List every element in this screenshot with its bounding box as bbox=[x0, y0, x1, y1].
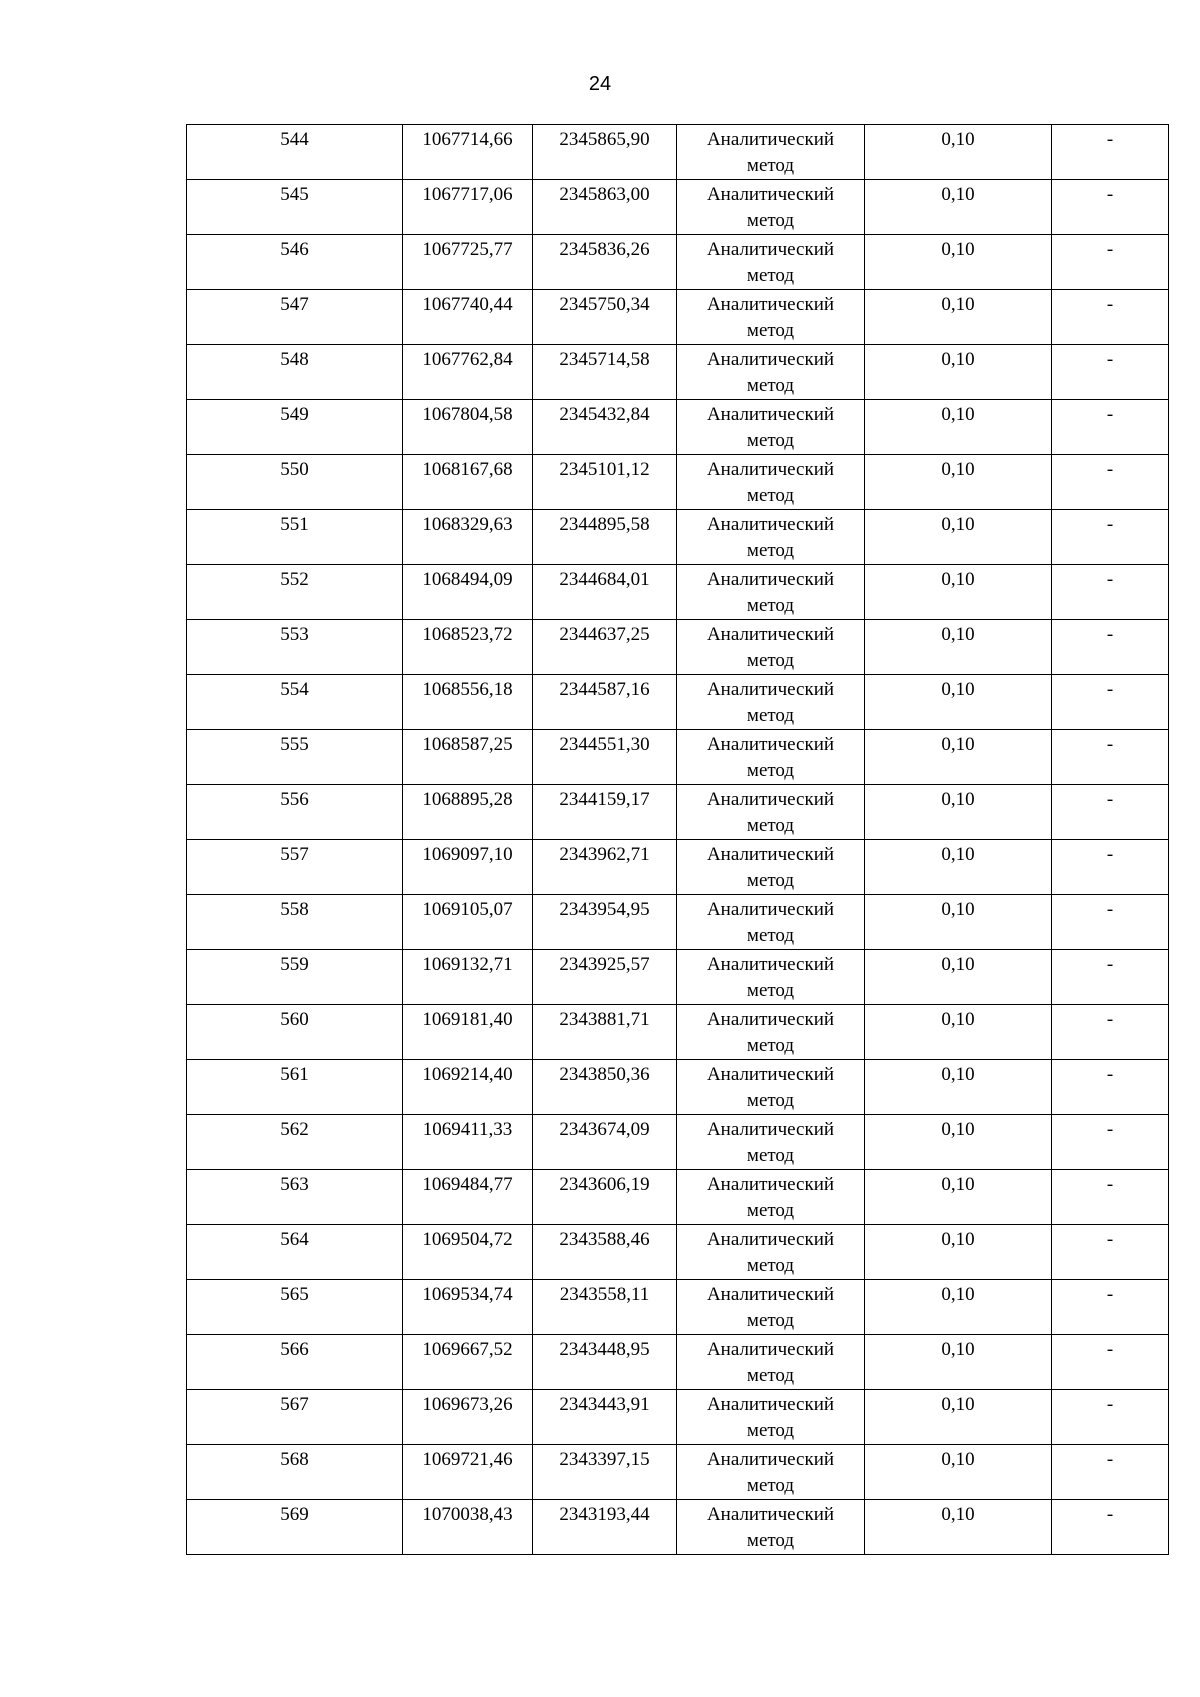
method-cell bbox=[677, 290, 865, 345]
y-coordinate-cell: 2343954,95 bbox=[533, 895, 677, 950]
point-number-cell: 554 bbox=[187, 675, 403, 730]
table-row bbox=[187, 1335, 1169, 1390]
y-coordinate-cell: 2345432,84 bbox=[533, 400, 677, 455]
method-line-2: метод bbox=[746, 1365, 795, 1386]
point-number-cell: 562 bbox=[187, 1115, 403, 1170]
point-number-cell: 557 bbox=[187, 840, 403, 895]
method-cell bbox=[677, 620, 865, 675]
note-cell: - bbox=[1052, 1280, 1169, 1335]
note-cell: - bbox=[1052, 1170, 1169, 1225]
method-line-2: метод bbox=[746, 540, 795, 561]
x-coordinate-cell: 1069132,71 bbox=[403, 950, 533, 1005]
point-number-cell: 550 bbox=[187, 455, 403, 510]
y-coordinate-cell: 2343588,46 bbox=[533, 1225, 677, 1280]
method-line-1: Аналитический bbox=[706, 569, 835, 590]
point-number-cell: 555 bbox=[187, 730, 403, 785]
method-cell bbox=[677, 785, 865, 840]
table-row bbox=[187, 290, 1169, 345]
table-row bbox=[187, 950, 1169, 1005]
y-coordinate-cell: 2344159,17 bbox=[533, 785, 677, 840]
method-line-2: метод bbox=[746, 1475, 795, 1496]
method-cell bbox=[677, 345, 865, 400]
accuracy-cell: 0,10 bbox=[865, 675, 1052, 730]
x-coordinate-cell: 1068329,63 bbox=[403, 510, 533, 565]
y-coordinate-cell: 2345836,26 bbox=[533, 235, 677, 290]
x-coordinate-cell: 1068494,09 bbox=[403, 565, 533, 620]
accuracy-cell: 0,10 bbox=[865, 1390, 1052, 1445]
table-row bbox=[187, 1390, 1169, 1445]
method-cell bbox=[677, 730, 865, 785]
note-cell: - bbox=[1052, 895, 1169, 950]
accuracy-cell: 0,10 bbox=[865, 840, 1052, 895]
accuracy-cell: 0,10 bbox=[865, 950, 1052, 1005]
table-row bbox=[187, 565, 1169, 620]
table-row bbox=[187, 620, 1169, 675]
method-line-1: Аналитический bbox=[706, 1064, 835, 1085]
accuracy-cell: 0,10 bbox=[865, 1005, 1052, 1060]
point-number-cell: 548 bbox=[187, 345, 403, 400]
note-cell: - bbox=[1052, 510, 1169, 565]
page-number: 24 bbox=[588, 73, 612, 95]
accuracy-cell: 0,10 bbox=[865, 1335, 1052, 1390]
table-row bbox=[187, 1170, 1169, 1225]
x-coordinate-cell: 1069667,52 bbox=[403, 1335, 533, 1390]
table-row bbox=[187, 1445, 1169, 1500]
y-coordinate-cell: 2343674,09 bbox=[533, 1115, 677, 1170]
point-number-cell: 563 bbox=[187, 1170, 403, 1225]
table-row bbox=[187, 235, 1169, 290]
y-coordinate-cell: 2344551,30 bbox=[533, 730, 677, 785]
method-cell bbox=[677, 675, 865, 730]
method-cell bbox=[677, 950, 865, 1005]
method-line-1: Аналитический bbox=[706, 1229, 835, 1250]
accuracy-cell: 0,10 bbox=[865, 1225, 1052, 1280]
method-cell bbox=[677, 1060, 865, 1115]
method-line-2: метод bbox=[746, 430, 795, 451]
y-coordinate-cell: 2343448,95 bbox=[533, 1335, 677, 1390]
method-line-1: Аналитический bbox=[706, 1284, 835, 1305]
y-coordinate-cell: 2343606,19 bbox=[533, 1170, 677, 1225]
table-row bbox=[187, 345, 1169, 400]
method-line-1: Аналитический bbox=[706, 239, 835, 260]
accuracy-cell: 0,10 bbox=[865, 895, 1052, 950]
y-coordinate-cell: 2345865,90 bbox=[533, 125, 677, 180]
point-number-cell: 566 bbox=[187, 1335, 403, 1390]
note-cell: - bbox=[1052, 620, 1169, 675]
table-row bbox=[187, 400, 1169, 455]
x-coordinate-cell: 1069534,74 bbox=[403, 1280, 533, 1335]
method-line-2: метод bbox=[746, 320, 795, 341]
method-line-1: Аналитический bbox=[706, 789, 835, 810]
method-line-2: метод bbox=[746, 1035, 795, 1056]
note-cell: - bbox=[1052, 125, 1169, 180]
method-line-2: метод bbox=[746, 1530, 795, 1551]
method-line-1: Аналитический bbox=[706, 184, 835, 205]
table-row bbox=[187, 1005, 1169, 1060]
method-cell bbox=[677, 1115, 865, 1170]
note-cell: - bbox=[1052, 1060, 1169, 1115]
method-line-2: метод bbox=[746, 870, 795, 891]
accuracy-cell: 0,10 bbox=[865, 290, 1052, 345]
method-line-2: метод bbox=[746, 375, 795, 396]
note-cell: - bbox=[1052, 840, 1169, 895]
y-coordinate-cell: 2343558,11 bbox=[533, 1280, 677, 1335]
method-line-1: Аналитический bbox=[706, 1449, 835, 1470]
method-cell bbox=[677, 1390, 865, 1445]
method-cell bbox=[677, 1445, 865, 1500]
note-cell: - bbox=[1052, 455, 1169, 510]
y-coordinate-cell: 2343962,71 bbox=[533, 840, 677, 895]
method-cell bbox=[677, 180, 865, 235]
x-coordinate-cell: 1069721,46 bbox=[403, 1445, 533, 1500]
note-cell: - bbox=[1052, 345, 1169, 400]
method-line-1: Аналитический bbox=[706, 679, 835, 700]
method-line-2: метод bbox=[746, 155, 795, 176]
accuracy-cell: 0,10 bbox=[865, 1445, 1052, 1500]
method-cell bbox=[677, 1335, 865, 1390]
y-coordinate-cell: 2343193,44 bbox=[533, 1500, 677, 1555]
note-cell: - bbox=[1052, 1115, 1169, 1170]
x-coordinate-cell: 1067725,77 bbox=[403, 235, 533, 290]
method-line-2: метод bbox=[746, 210, 795, 231]
note-cell: - bbox=[1052, 180, 1169, 235]
accuracy-cell: 0,10 bbox=[865, 1500, 1052, 1555]
x-coordinate-cell: 1069181,40 bbox=[403, 1005, 533, 1060]
x-coordinate-cell: 1067762,84 bbox=[403, 345, 533, 400]
point-number-cell: 551 bbox=[187, 510, 403, 565]
table-row bbox=[187, 730, 1169, 785]
method-line-1: Аналитический bbox=[706, 899, 835, 920]
method-cell bbox=[677, 125, 865, 180]
x-coordinate-cell: 1068556,18 bbox=[403, 675, 533, 730]
point-number-cell: 561 bbox=[187, 1060, 403, 1115]
note-cell: - bbox=[1052, 675, 1169, 730]
x-coordinate-cell: 1069673,26 bbox=[403, 1390, 533, 1445]
method-cell bbox=[677, 1500, 865, 1555]
method-line-1: Аналитический bbox=[706, 1009, 835, 1030]
method-line-1: Аналитический bbox=[706, 1174, 835, 1195]
method-line-1: Аналитический bbox=[706, 844, 835, 865]
accuracy-cell: 0,10 bbox=[865, 785, 1052, 840]
method-line-1: Аналитический bbox=[706, 459, 835, 480]
accuracy-cell: 0,10 bbox=[865, 510, 1052, 565]
note-cell: - bbox=[1052, 1005, 1169, 1060]
method-line-1: Аналитический bbox=[706, 734, 835, 755]
table-row bbox=[187, 180, 1169, 235]
method-line-2: метод bbox=[746, 1200, 795, 1221]
method-line-1: Аналитический bbox=[706, 129, 835, 150]
method-cell bbox=[677, 455, 865, 510]
table-row bbox=[187, 785, 1169, 840]
method-line-1: Аналитический bbox=[706, 624, 835, 645]
table-row bbox=[187, 1280, 1169, 1335]
method-line-1: Аналитический bbox=[706, 1339, 835, 1360]
point-number-cell: 560 bbox=[187, 1005, 403, 1060]
table-row bbox=[187, 1500, 1169, 1555]
method-line-1: Аналитический bbox=[706, 954, 835, 975]
accuracy-cell: 0,10 bbox=[865, 620, 1052, 675]
x-coordinate-cell: 1068167,68 bbox=[403, 455, 533, 510]
y-coordinate-cell: 2343397,15 bbox=[533, 1445, 677, 1500]
x-coordinate-cell: 1067740,44 bbox=[403, 290, 533, 345]
y-coordinate-cell: 2344637,25 bbox=[533, 620, 677, 675]
method-line-2: метод bbox=[746, 1420, 795, 1441]
point-number-cell: 556 bbox=[187, 785, 403, 840]
point-number-cell: 546 bbox=[187, 235, 403, 290]
table-row bbox=[187, 1115, 1169, 1170]
accuracy-cell: 0,10 bbox=[865, 1170, 1052, 1225]
method-cell bbox=[677, 1170, 865, 1225]
method-line-2: метод bbox=[746, 1145, 795, 1166]
y-coordinate-cell: 2344587,16 bbox=[533, 675, 677, 730]
accuracy-cell: 0,10 bbox=[865, 565, 1052, 620]
x-coordinate-cell: 1069411,33 bbox=[403, 1115, 533, 1170]
x-coordinate-cell: 1069097,10 bbox=[403, 840, 533, 895]
note-cell: - bbox=[1052, 1390, 1169, 1445]
method-line-2: метод bbox=[746, 485, 795, 506]
y-coordinate-cell: 2344684,01 bbox=[533, 565, 677, 620]
accuracy-cell: 0,10 bbox=[865, 180, 1052, 235]
x-coordinate-cell: 1068523,72 bbox=[403, 620, 533, 675]
table-row bbox=[187, 510, 1169, 565]
point-number-cell: 549 bbox=[187, 400, 403, 455]
method-cell bbox=[677, 235, 865, 290]
method-line-2: метод bbox=[746, 815, 795, 836]
accuracy-cell: 0,10 bbox=[865, 235, 1052, 290]
accuracy-cell: 0,10 bbox=[865, 1115, 1052, 1170]
accuracy-cell: 0,10 bbox=[865, 1060, 1052, 1115]
method-line-2: метод bbox=[746, 1090, 795, 1111]
method-cell bbox=[677, 1225, 865, 1280]
note-cell: - bbox=[1052, 730, 1169, 785]
method-line-2: метод bbox=[746, 595, 795, 616]
x-coordinate-cell: 1067804,58 bbox=[403, 400, 533, 455]
note-cell: - bbox=[1052, 1335, 1169, 1390]
note-cell: - bbox=[1052, 1445, 1169, 1500]
y-coordinate-cell: 2345101,12 bbox=[533, 455, 677, 510]
point-number-cell: 564 bbox=[187, 1225, 403, 1280]
x-coordinate-cell: 1068587,25 bbox=[403, 730, 533, 785]
x-coordinate-cell: 1069105,07 bbox=[403, 895, 533, 950]
point-number-cell: 568 bbox=[187, 1445, 403, 1500]
method-line-2: метод bbox=[746, 760, 795, 781]
x-coordinate-cell: 1069484,77 bbox=[403, 1170, 533, 1225]
y-coordinate-cell: 2345714,58 bbox=[533, 345, 677, 400]
table-row bbox=[187, 1225, 1169, 1280]
method-line-1: Аналитический bbox=[706, 1394, 835, 1415]
method-cell bbox=[677, 840, 865, 895]
accuracy-cell: 0,10 bbox=[865, 345, 1052, 400]
y-coordinate-cell: 2345750,34 bbox=[533, 290, 677, 345]
table-row bbox=[187, 455, 1169, 510]
point-number-cell: 565 bbox=[187, 1280, 403, 1335]
point-number-cell: 547 bbox=[187, 290, 403, 345]
point-number-cell: 544 bbox=[187, 125, 403, 180]
x-coordinate-cell: 1067717,06 bbox=[403, 180, 533, 235]
accuracy-cell: 0,10 bbox=[865, 1280, 1052, 1335]
x-coordinate-cell: 1069214,40 bbox=[403, 1060, 533, 1115]
method-cell bbox=[677, 1005, 865, 1060]
method-line-1: Аналитический bbox=[706, 294, 835, 315]
point-number-cell: 552 bbox=[187, 565, 403, 620]
method-line-1: Аналитический bbox=[706, 514, 835, 535]
point-number-cell: 553 bbox=[187, 620, 403, 675]
method-line-1: Аналитический bbox=[706, 349, 835, 370]
method-cell bbox=[677, 510, 865, 565]
method-line-2: метод bbox=[746, 980, 795, 1001]
y-coordinate-cell: 2343881,71 bbox=[533, 1005, 677, 1060]
method-line-2: метод bbox=[746, 925, 795, 946]
table-row bbox=[187, 895, 1169, 950]
method-line-2: метод bbox=[746, 1255, 795, 1276]
method-line-1: Аналитический bbox=[706, 1119, 835, 1140]
point-number-cell: 559 bbox=[187, 950, 403, 1005]
note-cell: - bbox=[1052, 235, 1169, 290]
x-coordinate-cell: 1067714,66 bbox=[403, 125, 533, 180]
method-line-2: метод bbox=[746, 265, 795, 286]
accuracy-cell: 0,10 bbox=[865, 455, 1052, 510]
note-cell: - bbox=[1052, 950, 1169, 1005]
note-cell: - bbox=[1052, 290, 1169, 345]
method-line-2: метод bbox=[746, 705, 795, 726]
method-cell bbox=[677, 400, 865, 455]
x-coordinate-cell: 1068895,28 bbox=[403, 785, 533, 840]
point-number-cell: 545 bbox=[187, 180, 403, 235]
method-line-1: Аналитический bbox=[706, 1504, 835, 1525]
note-cell: - bbox=[1052, 785, 1169, 840]
accuracy-cell: 0,10 bbox=[865, 400, 1052, 455]
table-row bbox=[187, 125, 1169, 180]
method-cell bbox=[677, 1280, 865, 1335]
point-number-cell: 567 bbox=[187, 1390, 403, 1445]
accuracy-cell: 0,10 bbox=[865, 730, 1052, 785]
y-coordinate-cell: 2343443,91 bbox=[533, 1390, 677, 1445]
point-number-cell: 569 bbox=[187, 1500, 403, 1555]
point-number-cell: 558 bbox=[187, 895, 403, 950]
y-coordinate-cell: 2343925,57 bbox=[533, 950, 677, 1005]
table-row bbox=[187, 1060, 1169, 1115]
coordinates-table bbox=[186, 124, 1169, 1555]
note-cell: - bbox=[1052, 565, 1169, 620]
x-coordinate-cell: 1070038,43 bbox=[403, 1500, 533, 1555]
note-cell: - bbox=[1052, 400, 1169, 455]
table-row bbox=[187, 675, 1169, 730]
method-line-1: Аналитический bbox=[706, 404, 835, 425]
note-cell: - bbox=[1052, 1225, 1169, 1280]
method-line-2: метод bbox=[746, 1310, 795, 1331]
table-row bbox=[187, 840, 1169, 895]
method-line-2: метод bbox=[746, 650, 795, 671]
accuracy-cell: 0,10 bbox=[865, 125, 1052, 180]
y-coordinate-cell: 2343850,36 bbox=[533, 1060, 677, 1115]
y-coordinate-cell: 2345863,00 bbox=[533, 180, 677, 235]
table-body bbox=[187, 125, 1169, 1555]
method-cell bbox=[677, 895, 865, 950]
y-coordinate-cell: 2344895,58 bbox=[533, 510, 677, 565]
x-coordinate-cell: 1069504,72 bbox=[403, 1225, 533, 1280]
method-cell bbox=[677, 565, 865, 620]
note-cell: - bbox=[1052, 1500, 1169, 1555]
